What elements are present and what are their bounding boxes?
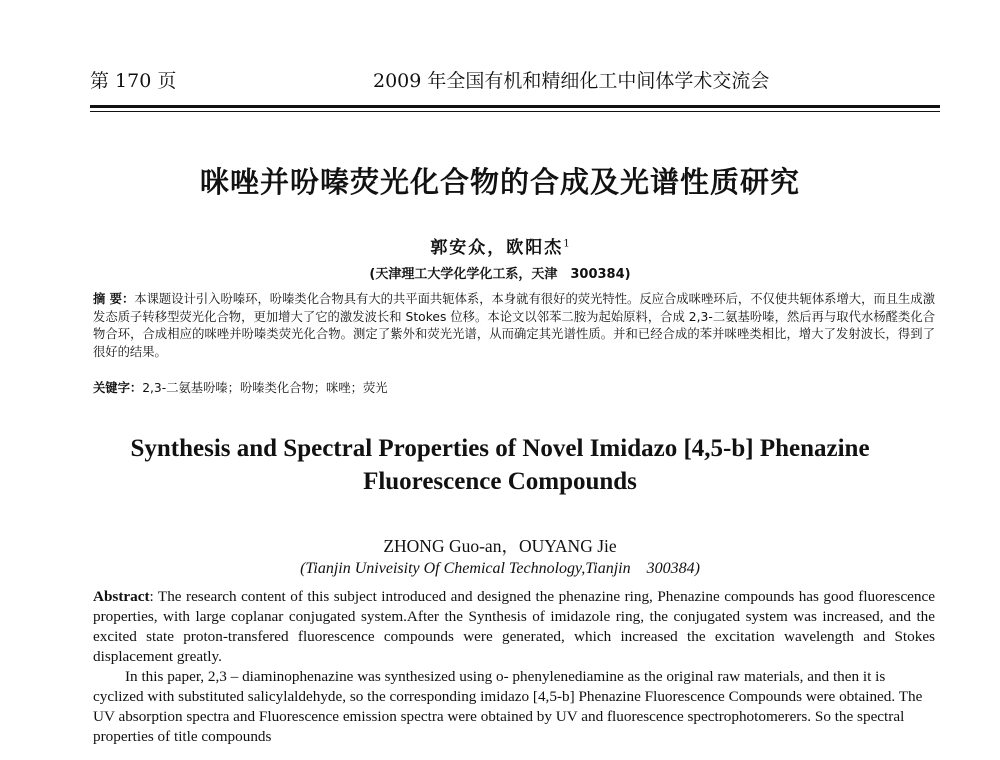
chinese-keywords-text: 2,3-二氨基吩嗪；吩嗪类化合物；咪唑；荧光 bbox=[142, 381, 388, 395]
chinese-title: 咪唑并吩嗪荧光化合物的合成及光谱性质研究 bbox=[199, 165, 800, 199]
chinese-authors bbox=[0, 233, 1000, 258]
chinese-keywords bbox=[93, 380, 935, 397]
english-title-line-2: Fluorescence Compounds bbox=[363, 468, 637, 495]
chinese-abstract-label: 摘 要： bbox=[93, 292, 135, 306]
chinese-author-names: 郭安众，欧阳杰 bbox=[430, 238, 564, 258]
english-abstract-text-1: : The research content of this subject introduced and designed the phenazine ring, Phenazine compounds has good fluorescence properties, with large coplanar conjugated system.After the Synthesis of imidazole ring, the conjugated system was increased, and the excited state proton-transfered fluorescence compounds were generated, which increased the excitation wavelength and Stokes displacement greatly. bbox=[93, 588, 935, 665]
running-header bbox=[90, 66, 940, 96]
author-footnote-mark: 1 bbox=[563, 238, 570, 250]
chinese-abstract-text: 本课题设计引入吩嗪环，吩嗪类化合物具有大的共平面共轭体系，本身就有很好的荧光特性。反应合成咪唑环后，不仅使共轭体系增大，而且生成激发态质子转移型荧光化合物，更加增大了它的激发波长和 Stokes 位移。本论文以邻苯二胺为起始原料，合成 2,3-二氨基吩嗪，然后再与取代水杨醛类化合物合环，合成相应的咪唑并吩嗪类荧光化合物。测定了紫外和荧光光谱，从而确定其光谱性质。并和已经合成的苯并咪唑类相比，增大了发射波长，得到了很好的结果。 bbox=[93, 292, 935, 359]
english-abstract-paragraph-1 bbox=[93, 587, 935, 667]
page-number: 第 170 页 bbox=[90, 70, 177, 92]
conference-title: 2009 年全国有机和精细化工中间体学术交流会 bbox=[373, 70, 770, 92]
header-rule-thick bbox=[90, 105, 940, 108]
header-rule-thin bbox=[90, 111, 940, 112]
english-abstract-label: Abstract bbox=[93, 588, 150, 605]
english-title-line-1: Synthesis and Spectral Properties of Novel Imidazo [4,5-b] Phenazine bbox=[130, 435, 870, 462]
english-title bbox=[0, 432, 1000, 498]
chinese-abstract bbox=[93, 291, 935, 361]
chinese-keywords-label: 关键字： bbox=[93, 381, 143, 395]
english-authors: ZHONG Guo-an，OUYANG Jie bbox=[383, 536, 617, 556]
chinese-affiliation: (天津理工大学化学化工系，天津 300384) bbox=[369, 267, 631, 282]
english-abstract-paragraph-2: In this paper, 2,3 – diaminophenazine was synthesized using o- phenylenediamine as the original raw materials, and then it is cyclized with substituted salicylaldehyde, so the corresponding imidazo [4,5-b] Phenazine Fluorescence Compounds were obtained. The UV absorption spectra and Fluorescence emission spectra were obtained by UV and fluorescence spectrophotomerers. So the spectral properties of title compounds bbox=[93, 668, 923, 745]
english-abstract bbox=[93, 587, 935, 747]
english-affiliation: (Tianjin Univeisity Of Chemical Technology,Tianjin 300384) bbox=[300, 560, 700, 577]
